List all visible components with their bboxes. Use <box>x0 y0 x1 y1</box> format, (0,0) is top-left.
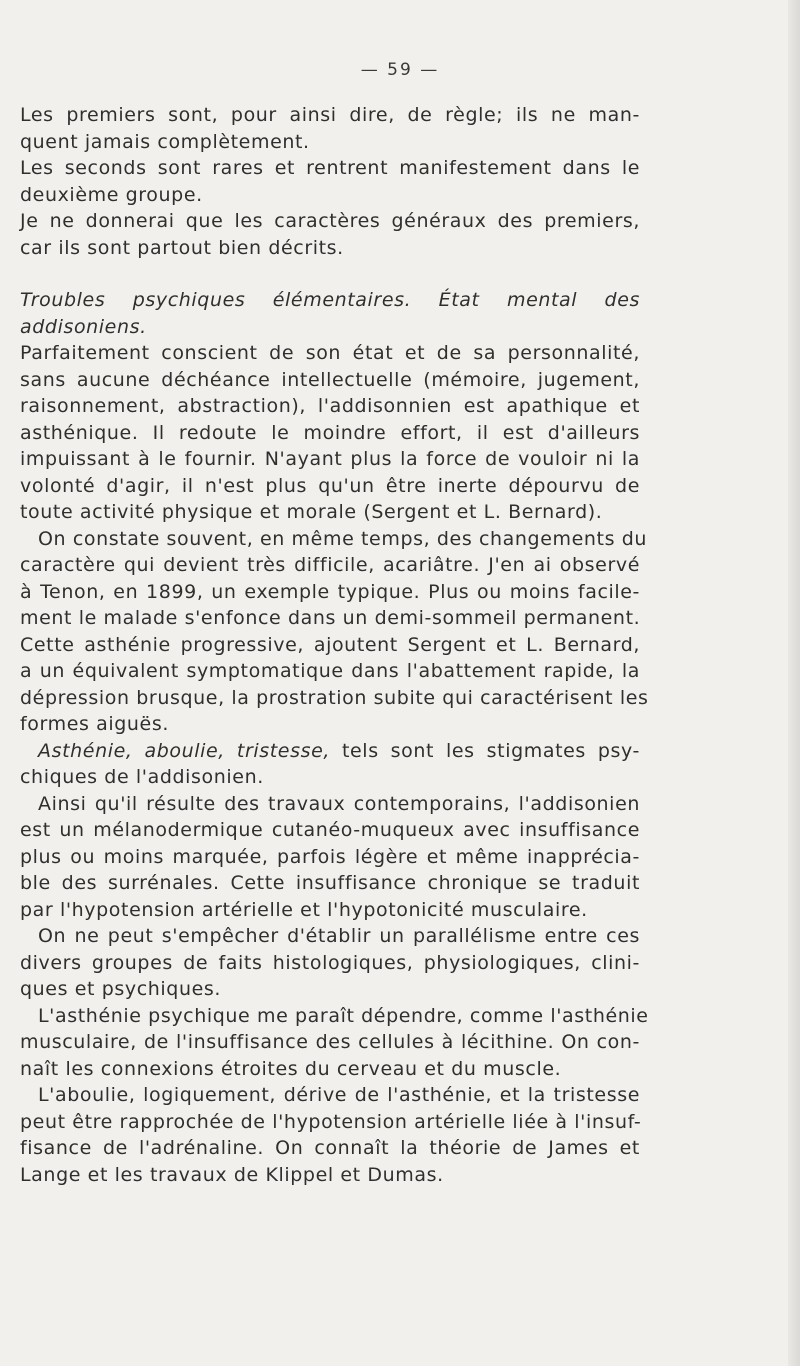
page-edge-shadow <box>788 0 800 1366</box>
heading-line: addisoniens. <box>20 315 147 338</box>
text-line: L'aboulie, logiquement, dérive de l'asthénie, et la tristesse <box>38 1084 640 1106</box>
italic-lead: Asthénie, aboulie, tristesse, <box>38 739 331 762</box>
text-line: Les premiers sont, pour ainsi dire, de règle; ils ne man- <box>20 104 640 126</box>
paragraph <box>20 738 640 791</box>
text-line: impuissant à le fournir. N'ayant plus la force de vouloir ni la <box>20 448 640 470</box>
text-line: deuxième groupe. <box>20 183 203 206</box>
paragraph <box>20 155 640 208</box>
text-line: Parfaitement conscient de son état et de sa personnalité, <box>20 342 640 364</box>
page-number: — 59 — <box>360 60 440 80</box>
text-line <box>20 738 640 765</box>
text-line: ment le malade s'enfonce dans un demi-sommeil permanent. <box>20 607 641 629</box>
paragraph <box>20 923 640 1003</box>
text-line: peut être rapprochée de l'hypotension artérielle liée à l'insuf- <box>20 1110 642 1133</box>
text-line: Ainsi qu'il résulte des travaux contemporains, l'addisonien <box>38 792 640 815</box>
paragraph <box>20 1003 649 1083</box>
heading-line: Troubles psychiques élémentaires. État mental des <box>20 289 640 311</box>
section-heading <box>20 287 640 340</box>
text-line: ble des surrénales. Cette insuffisance chronique se traduit <box>20 872 640 894</box>
paragraph <box>20 791 640 924</box>
text-line: plus ou moins marquée, parfois légère et même inapprécia- <box>20 845 640 868</box>
text-line: On ne peut s'empêcher d'établir un parallélisme entre ces <box>38 925 640 947</box>
text-line: dépression brusque, la prostration subite qui caractérisent les <box>20 686 649 709</box>
text-line: toute activité physique et morale (Sergent et L. Bernard). <box>20 501 603 523</box>
paragraph <box>20 1082 640 1188</box>
text-line: ques et psychiques. <box>20 978 222 1000</box>
paragraph <box>20 340 640 526</box>
text-line: est un mélanodermique cutanéo-muqueux avec insuffisance <box>20 819 640 841</box>
paragraph <box>20 208 640 261</box>
text-line: Les seconds sont rares et rentrent manifestement dans le <box>20 157 640 179</box>
page-body-text <box>20 102 649 1188</box>
text-line: divers groupes de faits histologiques, physiologiques, clini- <box>20 951 640 974</box>
paragraph <box>20 526 649 738</box>
text-line: par l'hypotension artérielle et l'hypotonicité musculaire. <box>20 898 588 921</box>
section-spacer <box>20 261 640 287</box>
paragraph <box>20 102 640 155</box>
text-line: a un équivalent symptomatique dans l'abattement rapide, la <box>20 660 640 682</box>
text-line: L'asthénie psychique me paraît dépendre, comme l'asthénie <box>38 1004 649 1027</box>
text-line: à Tenon, en 1899, un exemple typique. Plus ou moins facile- <box>20 580 640 603</box>
text-line: quent jamais complètement. <box>20 130 310 153</box>
text-line: fisance de l'adrénaline. On connaît la théorie de James et <box>20 1137 640 1159</box>
text-fragment: tels sont les stigmates psy- <box>330 739 641 762</box>
text-line: caractère qui devient très difficile, acariâtre. J'en ai observé <box>20 554 640 576</box>
text-line: volonté d'agir, il n'est plus qu'un être inerte dépourvu de <box>20 474 640 497</box>
text-line: formes aiguës. <box>20 713 169 735</box>
text-line: car ils sont partout bien décrits. <box>20 236 344 259</box>
text-line: musculaire, de l'insuffisance des cellules à lécithine. On con- <box>20 1031 640 1053</box>
text-line: sans aucune déchéance intellectuelle (mémoire, jugement, <box>20 368 640 391</box>
text-line: On constate souvent, en même temps, des changements du <box>38 527 648 550</box>
text-line: Lange et les travaux de Klippel et Dumas. <box>20 1163 444 1186</box>
text-line: asthénique. Il redoute le moindre effort, il est d'ailleurs <box>20 421 640 444</box>
text-line: raisonnement, abstraction), l'addisonnien est apathique et <box>20 395 640 417</box>
text-line: naît les connexions étroites du cerveau et du muscle. <box>20 1057 562 1080</box>
text-line: Cette asthénie progressive, ajoutent Sergent et L. Bernard, <box>20 633 640 656</box>
text-line: chiques de l'addisonien. <box>20 766 264 788</box>
text-line: Je ne donnerai que les caractères généraux des premiers, <box>20 210 640 232</box>
